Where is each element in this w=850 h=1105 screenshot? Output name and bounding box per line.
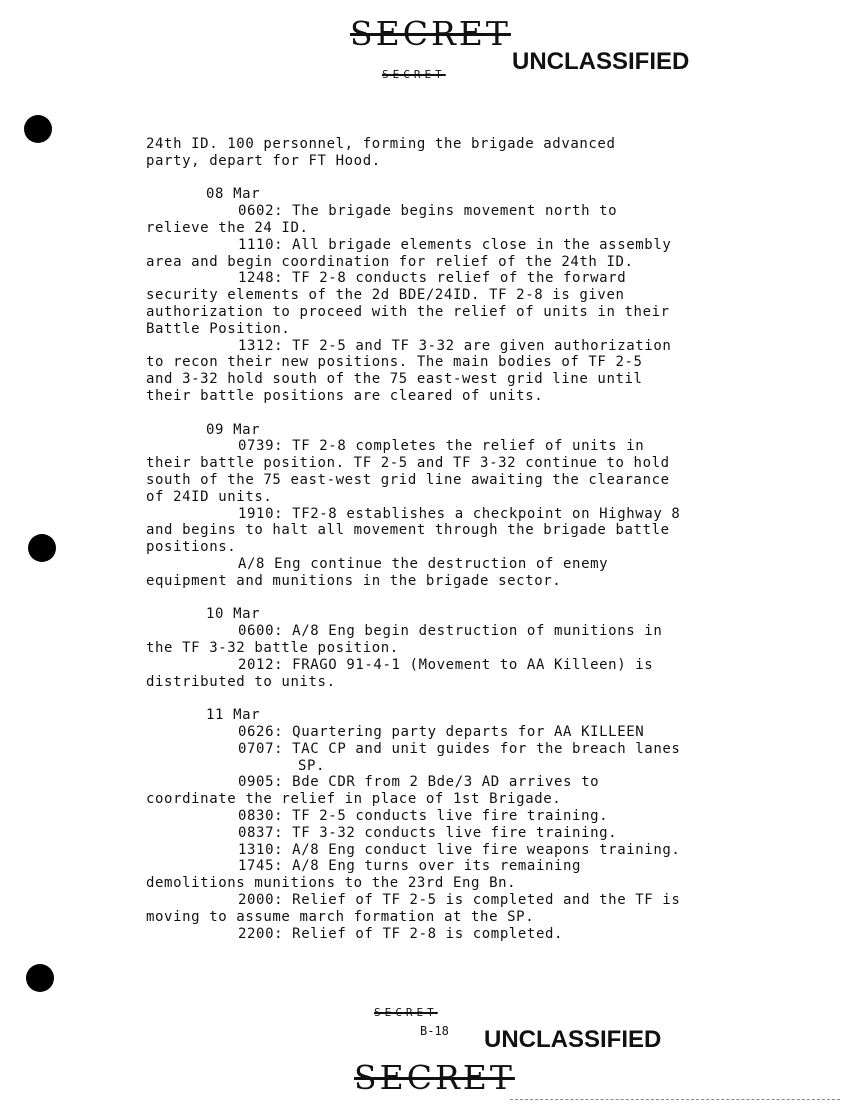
body-line: SP. — [298, 757, 326, 774]
body-line: demolitions munitions to the 23rd Eng Bn. — [146, 875, 517, 892]
body-line: the TF 3-32 battle position. — [146, 640, 399, 656]
body-line: 1110: All brigade elements close in the assembly — [238, 236, 672, 253]
body-line: 08 Mar — [206, 186, 261, 203]
body-line: 1312: TF 2-5 and TF 3-32 are given authorization — [238, 337, 672, 354]
body-line: relieve the 24 ID. — [146, 220, 309, 236]
body-line: 1745: A/8 Eng turns over its remaining — [238, 858, 582, 875]
body-line: 2012: FRAGO 91-4-1 (Movement to AA Killeen) is — [238, 656, 654, 673]
body-line: 0602: The brigade begins movement north to — [238, 203, 618, 220]
body-line: equipment and munitions in the brigade sector. — [146, 572, 562, 589]
body-line: 10 Mar — [206, 606, 261, 623]
body-line: their battle positions are cleared of units. — [146, 388, 544, 404]
body-line: 0600: A/8 Eng begin destruction of munitions in — [238, 623, 663, 640]
body-line: Battle Position. — [146, 320, 291, 337]
body-line: 2200: Relief of TF 2-8 is completed. — [238, 925, 564, 942]
body-line: moving to assume march formation at the SP. — [146, 908, 535, 925]
body-line: 1248: TF 2-8 conducts relief of the forward — [238, 270, 627, 287]
unclassified-marking-bottom: UNCLASSIFIED — [484, 1026, 662, 1053]
body-line: security elements of the 2d BDE/24ID. TF 2-8 is given — [146, 287, 625, 304]
body-line: 0626: Quartering party departs for AA KILLEEN — [238, 724, 645, 740]
body-line: positions. — [146, 539, 237, 556]
body-line: 2000: Relief of TF 2-5 is completed and the TF is — [238, 892, 681, 908]
body-line: of 24ID units. — [146, 488, 273, 505]
secret-marking-top-small: SECRET — [382, 68, 446, 81]
body-line: 0830: TF 2-5 conducts live fire training. — [238, 808, 609, 824]
secret-marking-bottom: SECRET — [354, 1058, 515, 1097]
secret-marking-bottom-small: SECRET — [374, 1006, 438, 1019]
body-line: distributed to units. — [146, 673, 336, 690]
body-line: 0739: TF 2-8 completes the relief of units in — [238, 438, 645, 455]
body-line: 0905: Bde CDR from 2 Bde/3 AD arrives to — [238, 774, 600, 791]
body-line: their battle position. TF 2-5 and TF 3-32 continue to hold — [146, 455, 670, 472]
body-line: 11 Mar — [206, 707, 261, 724]
body-line: south of the 75 east-west grid line awaiting the clearance — [146, 472, 670, 488]
bottom-dashed-edge — [510, 1099, 840, 1100]
body-line: and begins to halt all movement through the brigade battle — [146, 522, 670, 539]
binder-hole-top — [24, 115, 52, 143]
body-line: to recon their new positions. The main bodies of TF 2-5 — [146, 354, 643, 371]
body-line: authorization to proceed with the relief of units in their — [146, 304, 670, 320]
binder-hole-middle — [28, 534, 56, 562]
body-line: 1910: TF2-8 establishes a checkpoint on Highway 8 — [238, 505, 681, 522]
body-line: party, depart for FT Hood. — [146, 152, 381, 169]
body-line: 0837: TF 3-32 conducts live fire training. — [238, 824, 618, 841]
page-number: B-18 — [420, 1024, 449, 1038]
body-line: 1310: A/8 Eng conduct live fire weapons training. — [238, 841, 681, 858]
body-line: 0707: TAC CP and unit guides for the breach lanes — [238, 740, 681, 757]
body-line: and 3-32 hold south of the 75 east-west grid line until — [146, 371, 643, 388]
body-line: coordinate the relief in place of 1st Brigade. — [146, 791, 562, 808]
unclassified-marking-top: UNCLASSIFIED — [512, 48, 690, 75]
binder-hole-bottom — [26, 964, 54, 992]
body-line: A/8 Eng continue the destruction of enemy — [238, 556, 609, 572]
secret-marking-top: SECRET — [350, 14, 511, 53]
body-line: 24th ID. 100 personnel, forming the brigade advanced — [146, 136, 616, 152]
body-line: 09 Mar — [206, 421, 261, 438]
body-line: area and begin coordination for relief of the 24th ID. — [146, 253, 634, 270]
